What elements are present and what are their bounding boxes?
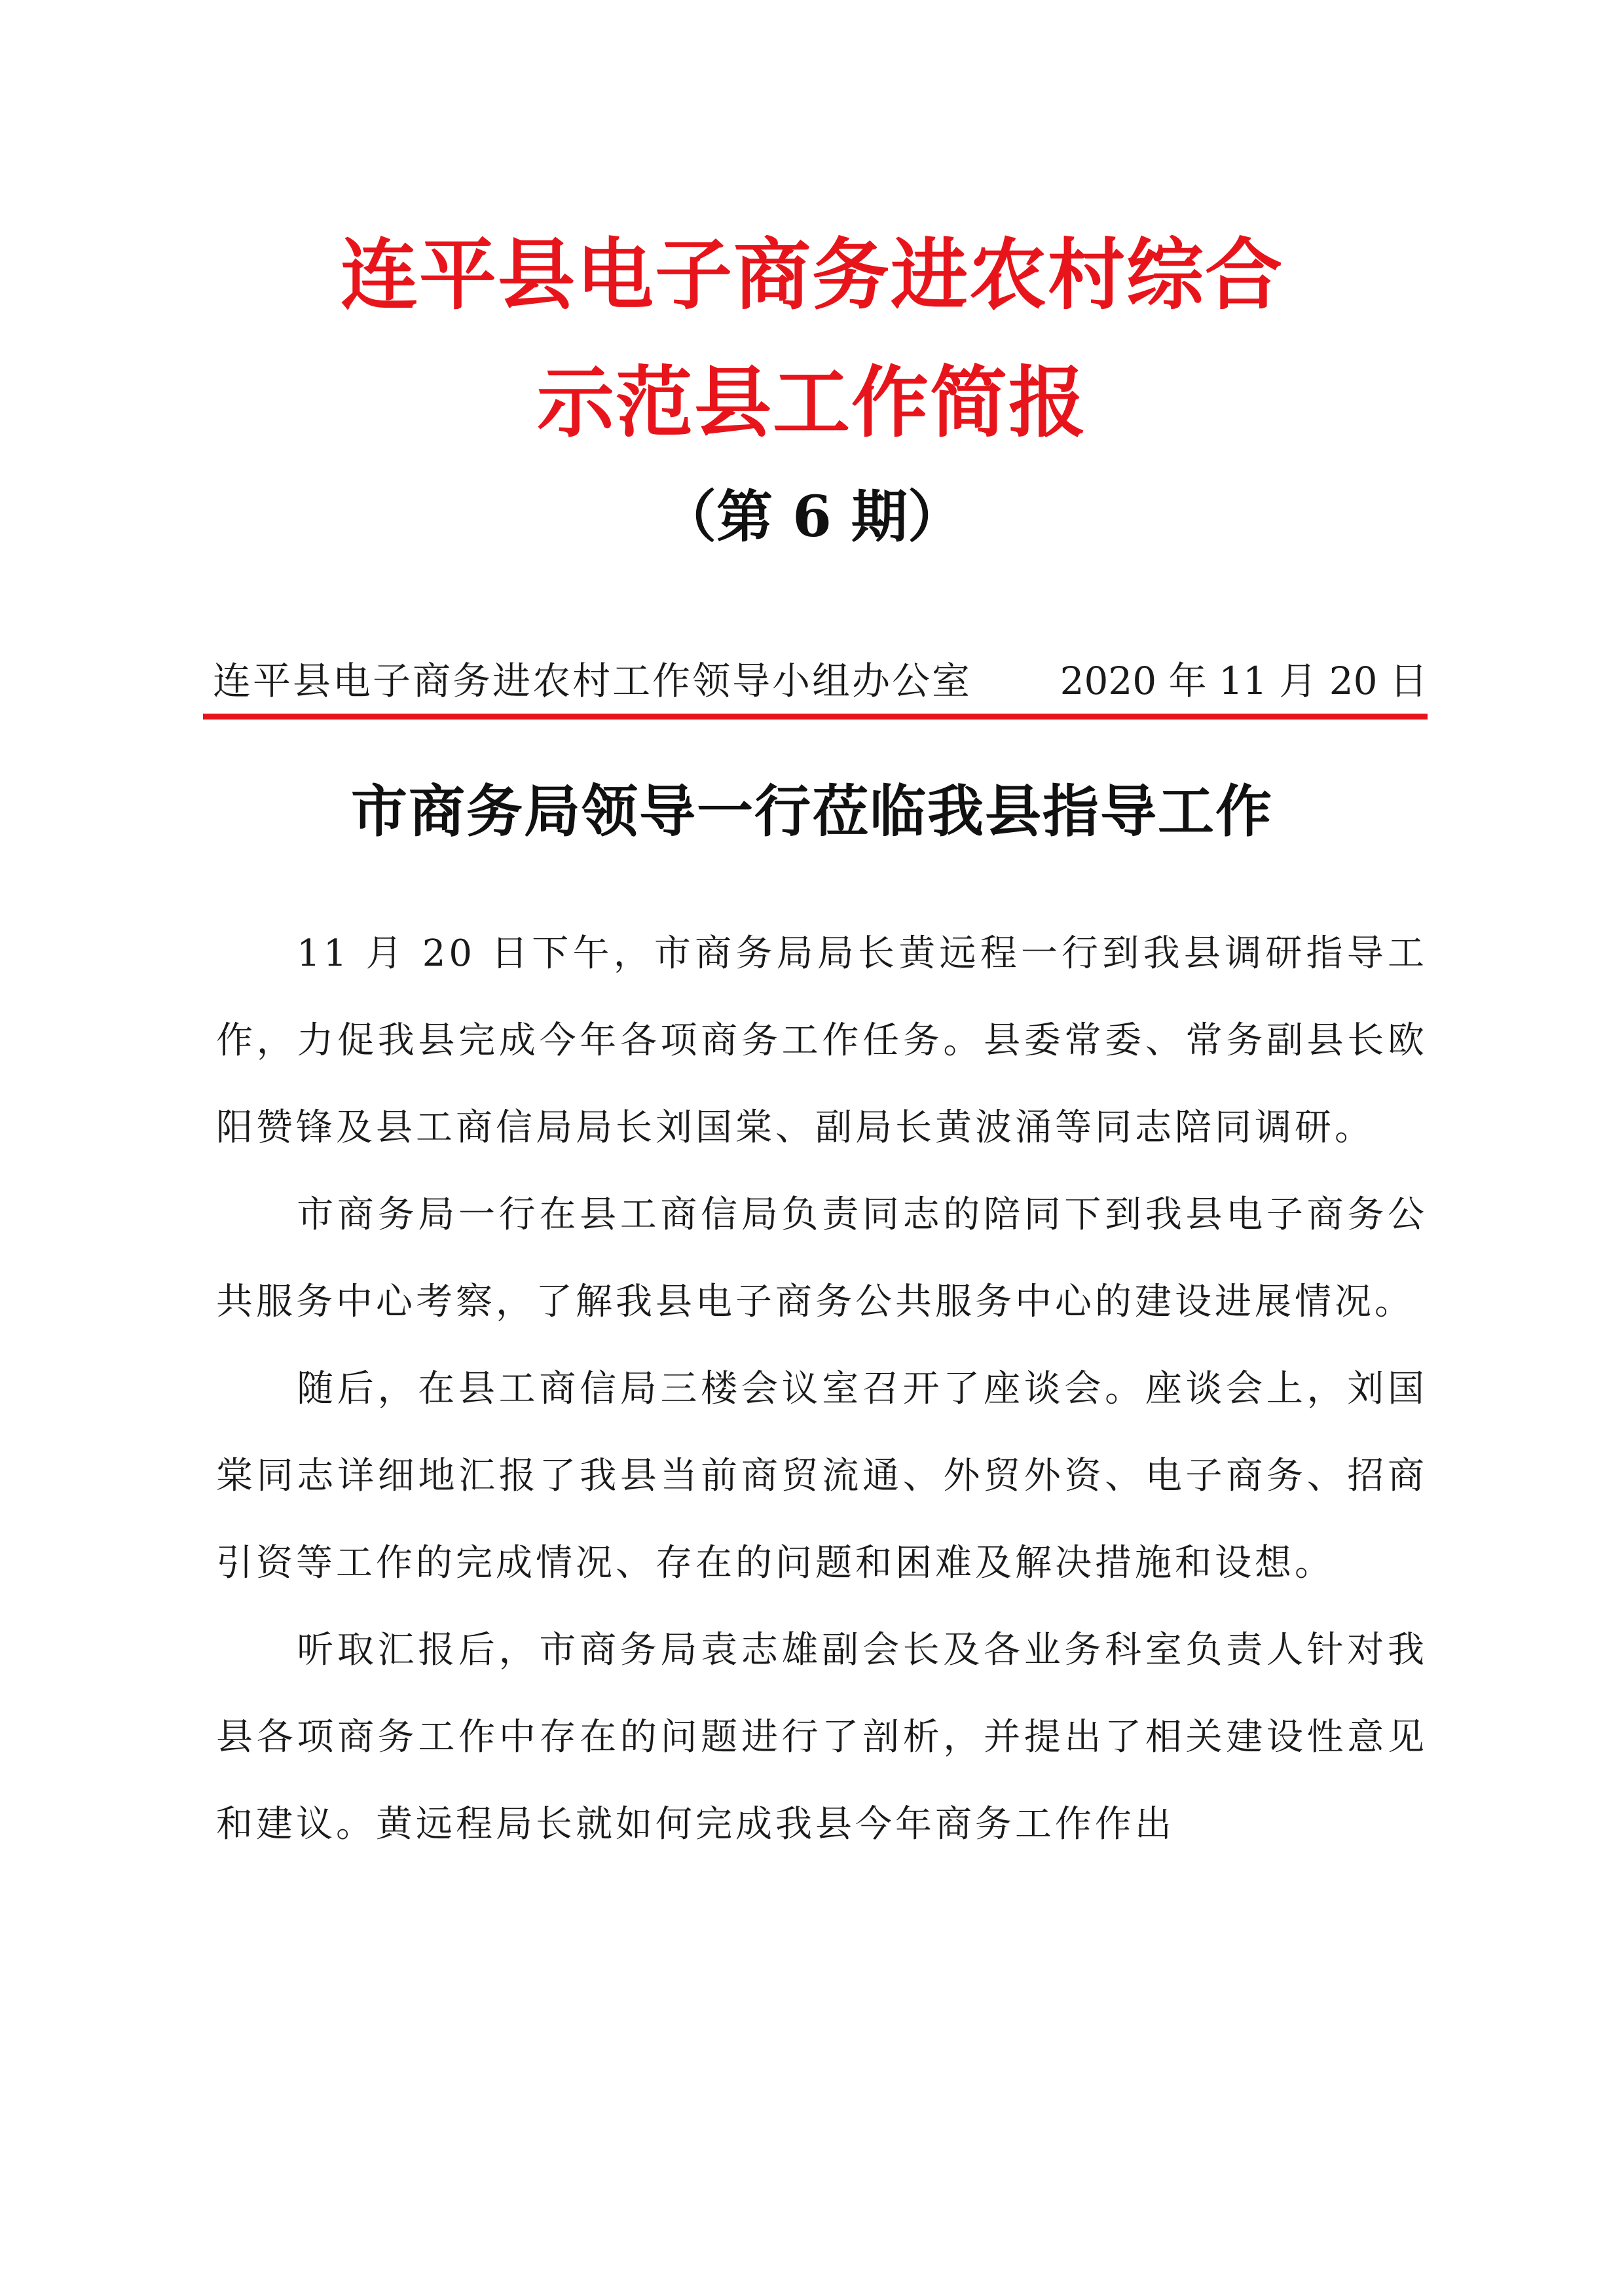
meta-row bbox=[213, 655, 1428, 707]
body-paragraph: 听取汇报后，市商务局袁志雄副会长及各业务科室负责人针对我县各项商务工作中存在的问题进行了剖析，并提出了相关建设性意见和建议。黄远程局长就如何完成我县今年商务工作作出 bbox=[216, 1629, 1428, 1846]
issue-number: （第 6 期） bbox=[660, 484, 964, 550]
body-paragraph: 市商务局一行在县工商信局负责同志的陪同下到我县电子商务公共服务中心考察，了解我县电子商务公共服务中心的建设进展情况。 bbox=[216, 1194, 1428, 1323]
bulletin-title-line-2: 示范县工作简报 bbox=[536, 357, 1087, 448]
article-body bbox=[216, 910, 1428, 1868]
article-title: 市商务局领导一行莅临我县指导工作 bbox=[351, 778, 1273, 845]
body-paragraph: 随后，在县工商信局三楼会议室召开了座谈会。座谈会上，刘国棠同志详细地汇报了我县当前商贸流通、外贸外资、电子商务、招商引资等工作的完成情况、存在的问题和困难及解决措施和设想。 bbox=[216, 1368, 1428, 1584]
issuing-office: 连平县电子商务进农村工作领导小组办公室 bbox=[213, 659, 972, 703]
bulletin-title-line-1: 连平县电子商务进农村综合 bbox=[340, 229, 1283, 320]
red-divider-rule bbox=[203, 714, 1428, 720]
issue-date: 2020 年 11 月 20 日 bbox=[1060, 659, 1428, 703]
body-paragraph: 11 月 20 日下午，市商务局局长黄远程一行到我县调研指导工作，力促我县完成今年各项商务工作任务。县委常委、常务副县长欧阳赞锋及县工商信局局长刘国棠、副局长黄波涌等同志陪同调研。 bbox=[216, 932, 1428, 1149]
